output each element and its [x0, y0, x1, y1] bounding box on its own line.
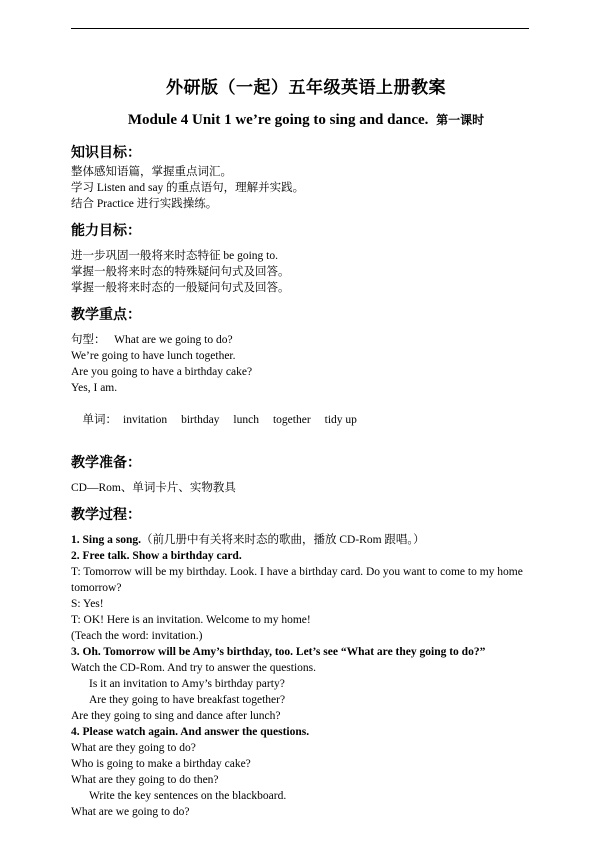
dialogue-line: (Teach the word: invitation.) — [71, 630, 203, 642]
ability-line: 掌握一般将来时态的特殊疑问句式及回答。 — [71, 266, 290, 278]
vocabulary-word: together — [272, 414, 311, 426]
question-line: What are they going to do then? — [71, 774, 219, 786]
ability-line: 进一步巩固一般将来时态特征 be going to. — [71, 250, 278, 262]
prep-line: CD—Rom、单词卡片、实物教具 — [71, 482, 236, 494]
question-line: Are they going to have breakfast together? — [89, 694, 286, 706]
question-line: Are they going to sing and dance after lunch? — [71, 710, 281, 722]
vocabulary-word: tidy up — [324, 414, 357, 426]
knowledge-line: 学习 Listen and say 的重点语句，理解并实践。 — [71, 182, 305, 194]
top-rule — [71, 28, 529, 29]
keypoint-line: 句型： What are we going to do? — [71, 334, 233, 346]
step-4-title: 4. Please watch again. And answer the questions. — [71, 726, 310, 738]
instruction-line: Write the key sentences on the blackboard. — [89, 790, 287, 802]
question-line: Who is going to make a birthday cake? — [71, 758, 251, 770]
lesson-plan-page — [71, 76, 541, 820]
knowledge-line: 整体感知语篇，掌握重点词汇。 — [71, 166, 232, 178]
vocabulary-line — [71, 396, 541, 444]
vocabulary-label: 单词： — [82, 414, 117, 426]
vocabulary-word: invitation — [123, 414, 168, 426]
dialogue-line: T: OK! Here is an invitation. Welcome to my home! — [71, 614, 311, 626]
dialogue-line: T: Tomorrow will be my birthday. Look. I have a birthday card. Do you want to come to my home tomorrow? — [71, 566, 526, 594]
question-line: What are we going to do? — [71, 806, 190, 818]
keypoint-line: We’re going to have lunch together. — [71, 350, 236, 362]
vocabulary-word: birthday — [181, 414, 220, 426]
step-2-title: 2. Free talk. Show a birthday card. — [71, 550, 242, 562]
section-heading-keypoints: 教学重点： — [71, 308, 141, 323]
document-title: 外研版（一起）五年级英语上册教案 — [166, 78, 446, 97]
keypoint-line: Are you going to have a birthday cake? — [71, 366, 253, 378]
step-1-title: 1. Sing a song. — [71, 534, 141, 546]
question-line: What are they going to do? — [71, 742, 196, 754]
instruction-line: Watch the CD-Rom. And try to answer the questions. — [71, 662, 317, 674]
unit-title: Module 4 Unit 1 we’re going to sing and dance. — [127, 112, 429, 128]
knowledge-line: 结合 Practice 进行实践操练。 — [71, 198, 218, 210]
document-subtitle — [71, 110, 541, 130]
ability-line: 掌握一般将来时态的一般疑问句式及回答。 — [71, 282, 290, 294]
question-line: Is it an invitation to Amy’s birthday party? — [89, 678, 285, 690]
section-heading-knowledge: 知识目标： — [71, 146, 141, 161]
lesson-number: 第一课时 — [436, 113, 485, 127]
vocabulary-word: lunch — [233, 414, 259, 426]
step-1-note: （前几册中有关将来时态的歌曲，播放 CD-Rom 跟唱。） — [140, 534, 425, 546]
keypoint-line: Yes, I am. — [71, 382, 118, 394]
step-3-title: 3. Oh. Tomorrow will be Amy’s birthday, too. Let’s see “What are they going to do?” — [71, 646, 486, 658]
section-heading-ability: 能力目标： — [71, 224, 141, 239]
section-heading-process: 教学过程： — [71, 508, 141, 523]
section-heading-prep: 教学准备： — [71, 456, 141, 471]
dialogue-line: S: Yes! — [71, 598, 104, 610]
step-1 — [71, 532, 541, 548]
